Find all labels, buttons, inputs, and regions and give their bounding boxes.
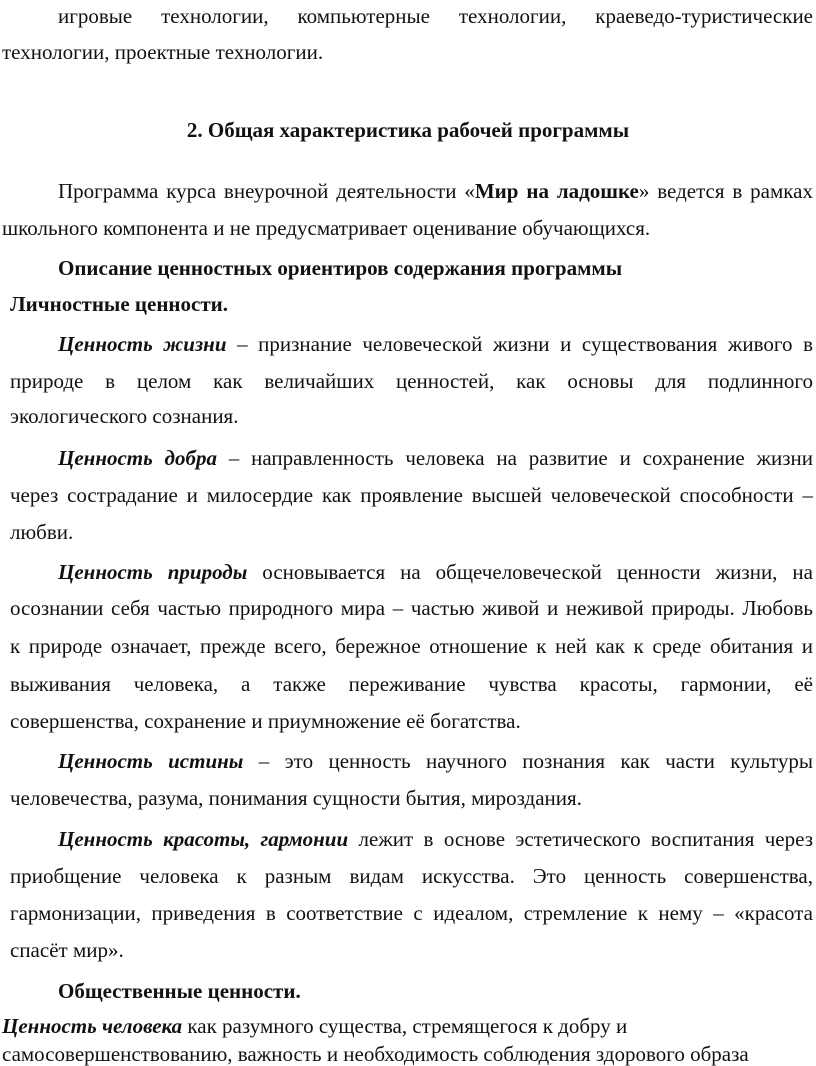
text-line: спасёт мир». [10, 938, 124, 962]
value-term: Ценность человека [2, 1014, 183, 1038]
text-line: игровые технологии, компьютерные технологии, краеведо-туристические [58, 4, 813, 28]
text-line: совершенства, сохранение и приумножение её богатства. [10, 709, 521, 733]
paragraph-program-line [58, 181, 813, 202]
value-nature-line [58, 562, 813, 583]
text-run: Программа курса внеурочной деятельности « [58, 179, 475, 203]
text-run: » ведется в рамках [638, 179, 813, 203]
value-life-line [58, 334, 813, 355]
value-term: Ценность красоты, гармонии [58, 827, 349, 851]
text-line: школьного компонента и не предусматривает оценивание обучающихся. [2, 216, 651, 240]
text-line: человечества, разума, понимания сущности бытия, мироздания. [10, 786, 582, 810]
program-name: Мир на ладошке [474, 179, 639, 203]
text-line: выживания человека, а также переживание чувства красоты, гармонии, её [10, 672, 813, 696]
value-term: Ценность жизни [58, 332, 227, 356]
value-good-line [58, 448, 813, 469]
text-line: приобщение человека к разным видам искусства. Это ценность совершенства, [10, 864, 813, 888]
text-run: основывается на общечеловеческой ценности жизни, на [247, 560, 813, 584]
text-line: через сострадание и милосердие как проявление высшей человеческой способности – [10, 483, 813, 507]
subheading-description: Описание ценностных ориентиров содержания программы [58, 256, 623, 280]
text-line: гармонизации, приведения в соответствие с идеалом, стремление к нему – «красота [10, 901, 813, 925]
text-line: к природе означает, прежде всего, бережное отношение к ней как к среде обитания и [10, 634, 813, 658]
text-run: – признание человеческой жизни и существования живого в [226, 332, 814, 356]
value-term: Ценность природы [58, 560, 248, 584]
subheading-social-values: Общественные ценности. [58, 979, 301, 1003]
text-run: как разумного существа, стремящегося к добру и [182, 1014, 628, 1038]
value-term: Ценность истины [58, 749, 244, 773]
text-run: – направленность человека на развитие и сохранение жизни [216, 446, 813, 470]
text-line: осознании себя частью природного мира – частью живой и неживой природы. Любовь [10, 596, 813, 620]
value-truth-line [58, 751, 813, 772]
text-line: экологического сознания. [10, 404, 239, 428]
section-title: 2. Общая характеристика рабочей программы [186, 118, 630, 142]
text-line: природе в целом как величайших ценностей, как основы для подлинного [10, 369, 813, 393]
text-run: лежит в основе эстетического воспитания через [348, 827, 813, 851]
value-beauty-line [58, 829, 813, 850]
value-human-line [2, 1016, 627, 1037]
text-run: – это ценность научного познания как части культуры [243, 749, 814, 773]
text-line: технологии, проектные технологии. [2, 40, 324, 64]
text-line: самосовершенствованию, важность и необходимость соблюдения здорового образа [2, 1042, 749, 1066]
value-term: Ценность добра [58, 446, 217, 470]
text-line: любви. [10, 520, 74, 544]
subheading-personal-values: Личностные ценности. [10, 292, 228, 316]
